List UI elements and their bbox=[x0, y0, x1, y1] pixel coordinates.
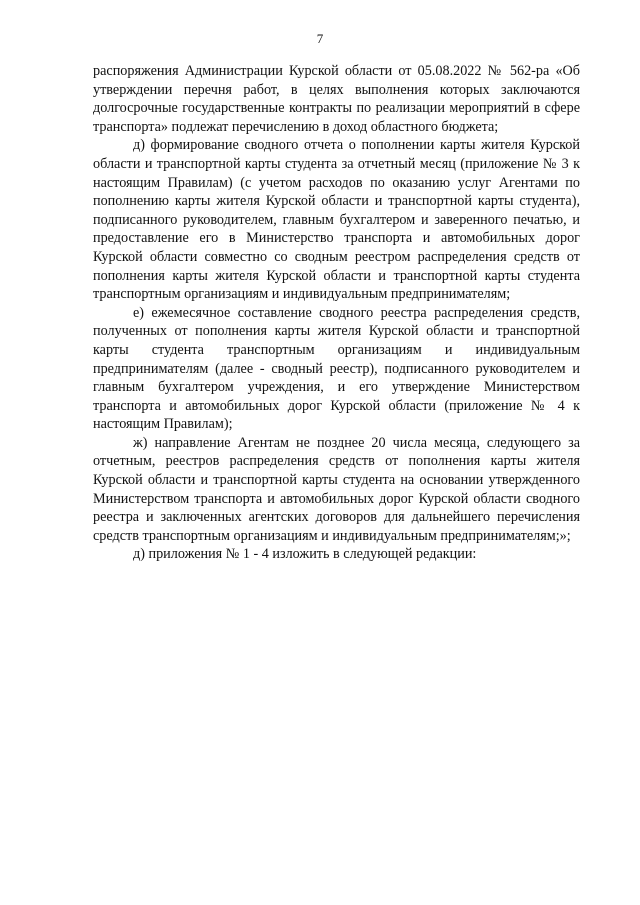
paragraph-e: е) ежемесячное составление сводного реестра распределения средств, полученных от пополнения карты жителя Курской области и транспортной карты студента транспортным организациям и индивидуальным предпринимателям (далее - сводный реестр), подписанного руководителем и главным бухгалтером учреждения, и его утверждение Министерством транспорта и автомобильных дорог Курской области (приложение № 4 к настоящим Правилам); bbox=[93, 304, 580, 433]
document-body bbox=[93, 62, 580, 564]
paragraph-continuation: распоряжения Администрации Курской области от 05.08.2022 № 562-ра «Об утверждении перечня работ, в целях выполнения которых заключаются долгосрочные государственные контракты по реализации мероприятий в сфере транспорта» подлежат перечислению в доход областного бюджета; bbox=[93, 63, 580, 135]
page-number: 7 bbox=[316, 31, 324, 46]
paragraph-d: д) формирование сводного отчета о пополнении карты жителя Курской области и транспортной карты студента за отчетный месяц (приложение № 3 к настоящим Правилам) (с учетом расходов по оказанию услуг Агентами по пополнению карты жителя Курской области и транспортной карты студента), подписанного руководителем, главным бухгалтером и заверенного печатью, и предоставление его в Министерство транспорта и автомобильных дорог Курской области совместно со сводным реестром распределения средств от пополнения карты жителя Курской области и транспортной карты студента транспортным организациям и индивидуальным предпринимателям; bbox=[93, 137, 580, 303]
paragraph-appendices: д) приложения № 1 - 4 изложить в следующей редакции: bbox=[133, 546, 477, 563]
paragraph-zh: ж) направление Агентам не позднее 20 числа месяца, следующего за отчетным, реестров распределения средств от пополнения карты жителя Курской области и транспортной карты студента на основании утвержденного Министерством транспорта и автомобильных дорог Курской области сводного реестра и заключенных агентских договоров для дальнейшего перечисления средств транспортным организациям и индивидуальным предпринимателям;»; bbox=[93, 434, 580, 544]
